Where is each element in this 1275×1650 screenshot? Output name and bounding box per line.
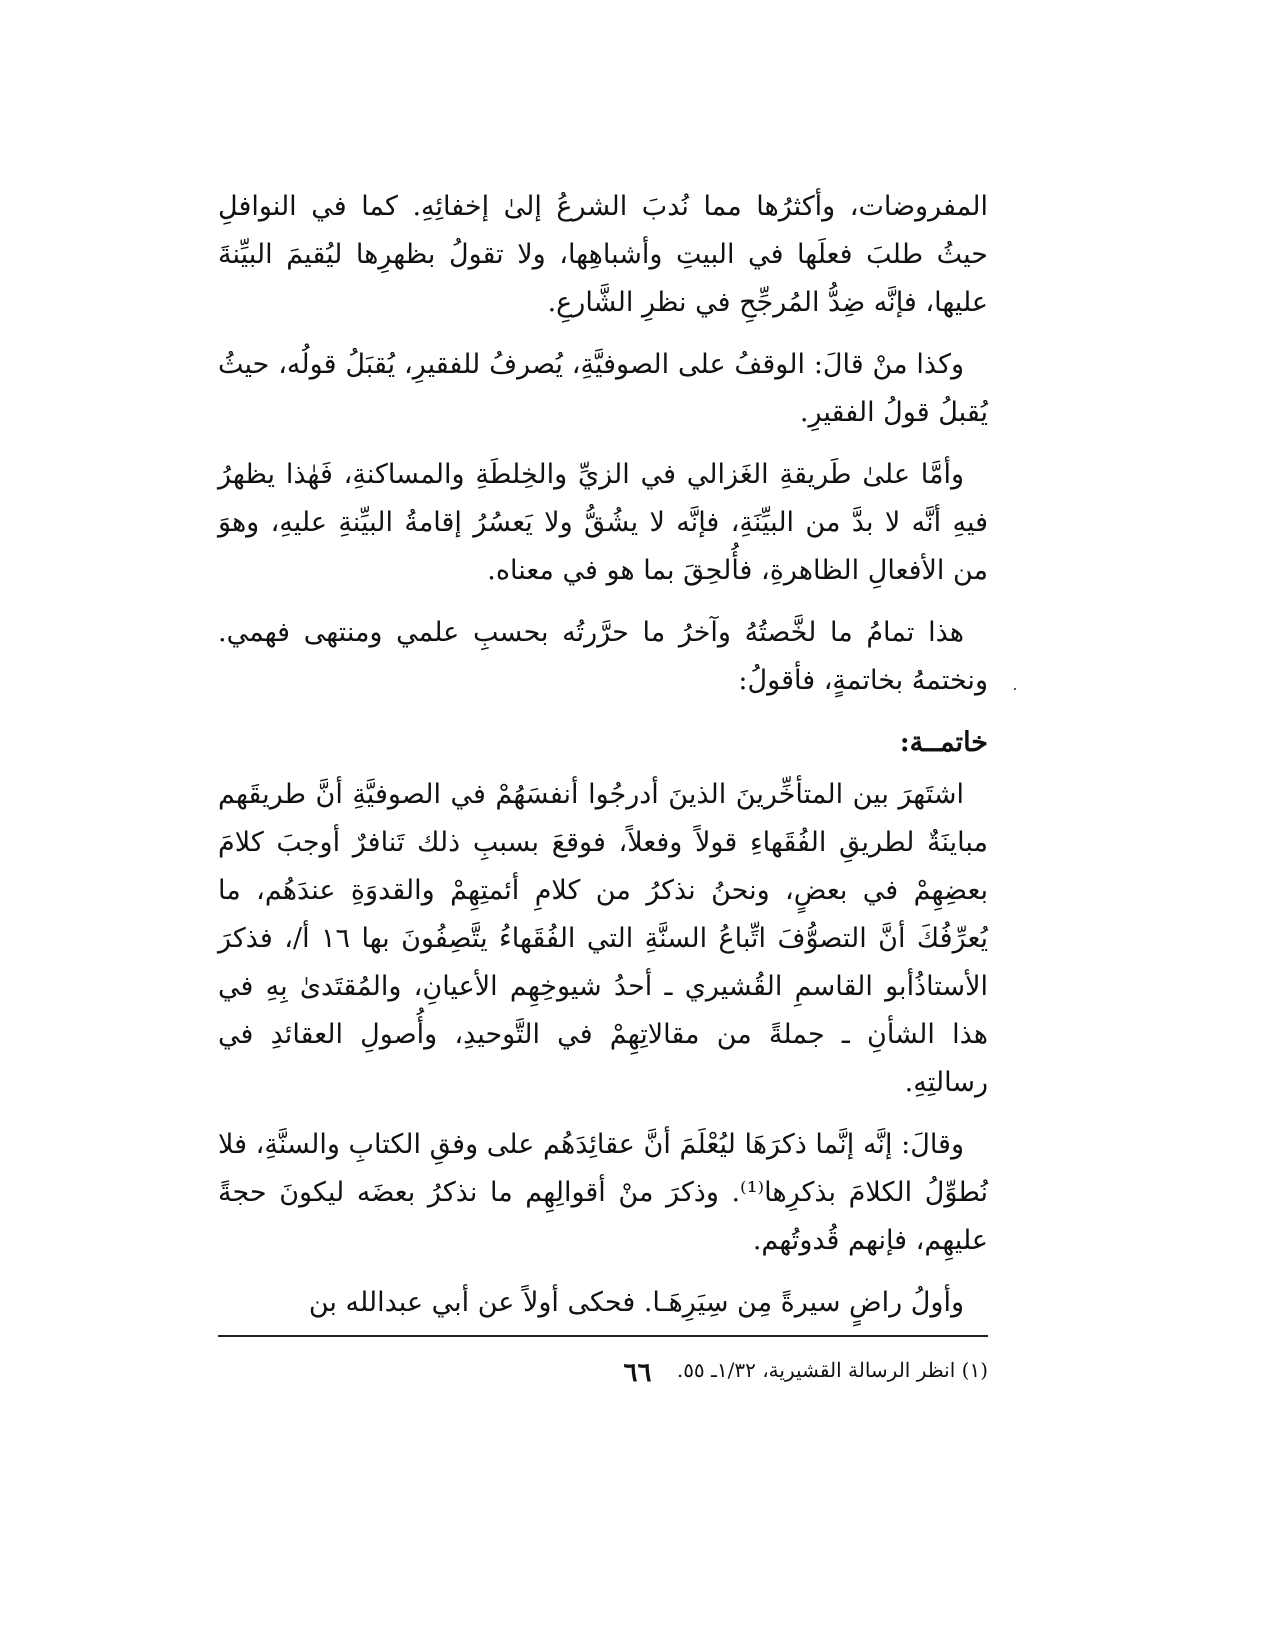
paragraph-1: المفروضات، وأكثرُها مما نُدبَ الشرعُ إلىٰ إخفائِهِ. كما في النوافلِ حيثُ طلبَ فعلَها في البيتِ وأشباهِها، ولا تقولُ بظهرِها ليُقيمَ البيِّنةَ عليها، فإنَّه ضِدُّ المُرجِّحِ في نظرِ الشَّارعِ. xyxy=(218,191,988,318)
footnote: (١) انظر الرسالة القشيرية، ١/٣٢ـ ٥٥. xyxy=(676,1358,988,1382)
paragraph-4: هذا تمامُ ما لخَّصتُهُ وآخرُ ما حرَّرتُه بحسبِ علمي ومنتهى فهمي. ونختمهُ بخاتمةٍ، فأقولُ: xyxy=(218,617,988,696)
paragraph-5: اشتَهرَ بين المتأخِّرينَ الذينَ أدرجُوا أنفسَهُمْ في الصوفيَّةِ أنَّ طريقَهم مباينَةٌ لطريقِ الفُقَهاءِ قولاً وفعلاً، فوقعَ بسببِ ذلك تَنافرٌ أوجبَ كلامَ بعضِهِمْ في بعضٍ، ونحنُ نذكرُ من كلامِ أئمتِهِمْ والقدوَةِ عندَهُم، ما يُعرِّفُكَ أنَّ التصوُّفَ اتِّباعُ السنَّةِ التي الفُقَهاءُ يتَّصِفُونَ بها ١٦ أ/، فذكرَ الأستاذُأبو القاسمِ القُشيري ـ أحدُ شيوخِهِم الأعيانِ، والمُقتَدىٰ بِهِ في هذا الشأنِ ـ جملةً من مقالاتِهِمْ في التَّوحيدِ، وأُصولِ العقائدِ في رسالتِهِ. xyxy=(218,779,989,1098)
paragraph-3: وأمَّا علىٰ طَريقةِ الغَزالي في الزيِّ والخِلطَةِ والمساكنةِ، فَهٰذا يظهرُ فيهِ أنَّه لا بدَّ من البيِّنَةِ، فإنَّه لا يشُقُّ ولا يَعسُرُ إقامةُ البيِّنةِ عليهِ، وهوَ من الأفعالِ الظاهرةِ، فأُلحِقَ بما هو في معناه. xyxy=(218,459,988,586)
page-number: ٦٦ xyxy=(623,1358,652,1388)
footnote-rule xyxy=(218,1335,988,1337)
scan-speck xyxy=(1014,688,1016,690)
paragraph-6: وقالَ: إنَّه إنَّما ذكرَهَا ليُعْلَمَ أنَّ عقائِدَهُم على وفقِ الكتابِ والسنَّةِ، فلا نُطوِّلُ الكلامَ بذكرِها⁽¹⁾. وذكرَ منْ أقوالِهِم ما نذكرُ بعضَه ليكونَ حجةً عليهِم، فإنهم قُدوتُهم. xyxy=(218,1129,988,1256)
paragraph-2: وكذا منْ قالَ: الوقفُ على الصوفيَّةِ، يُصرفُ للفقيرِ، يُقبَلُ قولُه، حيثُ يُقبلُ قولُ الفقيرِ. xyxy=(218,349,988,428)
page-body xyxy=(218,183,988,1385)
footnote-separator xyxy=(218,1335,988,1337)
section-heading: خاتمــة: xyxy=(899,727,988,758)
paragraph-7: وأولُ راضٍ سيرةً مِن سِيَرِهَـا. فحكى أولاً عن أبي عبدالله بن xyxy=(308,1287,964,1318)
